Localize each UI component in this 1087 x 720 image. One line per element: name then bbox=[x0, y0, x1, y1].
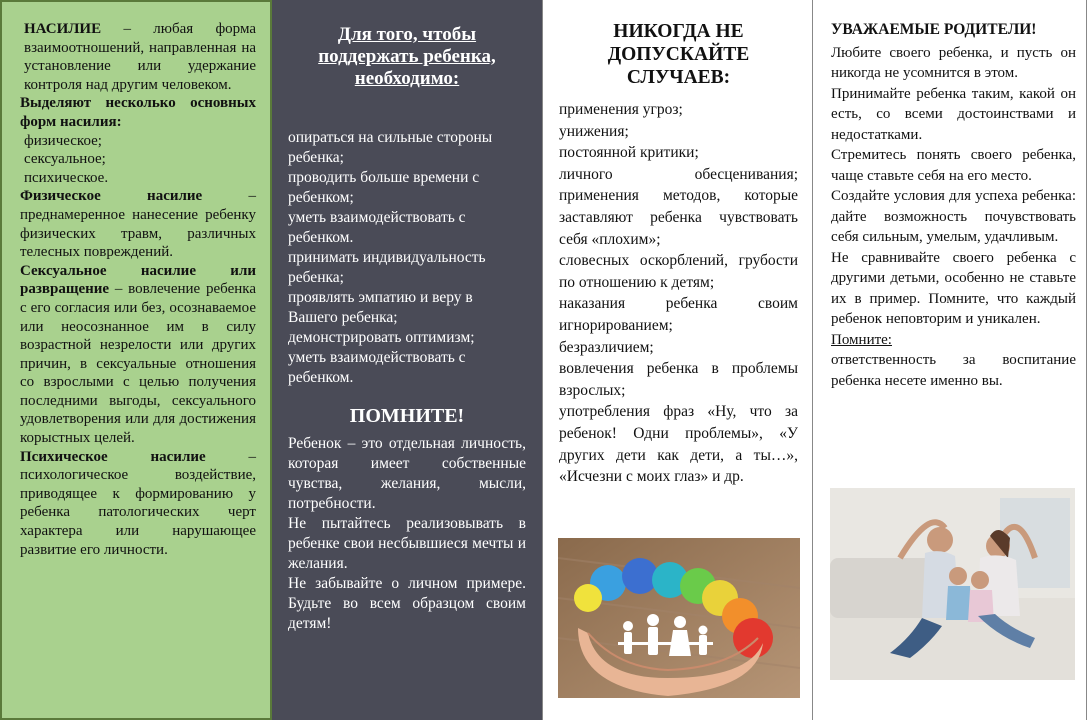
never-item: применения методов, которые заставляют ребенка чувствовать себя «плохим»; bbox=[559, 187, 798, 248]
support-item: демонстрировать оптимизм; bbox=[288, 329, 475, 346]
form-item: сексуальное; bbox=[24, 151, 106, 168]
sexual-violence-block bbox=[20, 262, 256, 448]
never-item: применения угроз; bbox=[559, 101, 683, 118]
sexual-term: Сексуальное насилие или развращение bbox=[20, 262, 256, 298]
remember-text: ответственность за воспитание ребенка несете именно вы. bbox=[831, 352, 1076, 389]
parents-paragraph: Создайте условия для успеха ребенка: дайте возможность почувствовать себя сильным, умелым, удачливым. bbox=[831, 188, 1076, 245]
support-item: проводить больше времени с ребенком; bbox=[288, 169, 480, 206]
support-item: принимать индивидуальность ребенка; bbox=[288, 249, 486, 286]
form-item: физическое; bbox=[24, 132, 102, 149]
support-item: уметь взаимодействовать с ребенком. bbox=[288, 349, 466, 386]
family-image bbox=[830, 488, 1075, 680]
never-item: употребления фраз «Ну, что за ребенок! Одни проблемы», «У других дети как дети, а ты…», «Исчезни с моих глаз» и др. bbox=[559, 403, 798, 486]
never-item: постоянной критики; bbox=[559, 144, 699, 162]
never-item: вовлечения ребенка в проблемы взрослых; bbox=[559, 360, 798, 399]
violence-def-text: – любая форма взаимоотношений, направленная на установление или удержание контроля над другим человеком. bbox=[24, 21, 257, 93]
remember-label: Помните: bbox=[831, 331, 892, 348]
never-item: безразличием; bbox=[559, 338, 654, 356]
support-item: проявлять эмпатию и веру в Вашего ребенка; bbox=[288, 289, 473, 326]
support-item: уметь взаимодействовать с ребенком. bbox=[288, 209, 466, 246]
remember-paragraph: Не пытайтесь реализовывать в ребенке свои несбывшиеся мечты и желания. bbox=[288, 515, 526, 572]
hands-hearts-photo bbox=[558, 538, 800, 698]
never-item: словесных оскорблений, грубости по отношению к детям; bbox=[559, 252, 798, 291]
physical-def: – преднамеренное нанесение ребенку физических травм, различных телесных повреждений. bbox=[20, 188, 257, 261]
never-item: личного обесценивания; bbox=[559, 165, 798, 183]
psych-term: Психическое насилие bbox=[20, 448, 206, 465]
never-item: унижения; bbox=[559, 122, 629, 140]
dear-parents-title: УВАЖАЕМЫЕ РОДИТЕЛИ! bbox=[831, 21, 1037, 38]
remember-paragraph: Ребенок – это отдельная личность, которая имеет собственные чувства, желания, мысли, потребности. bbox=[288, 435, 526, 512]
remember-paragraph: Не забывайте о личном примере. Будьте во всем образцом своим детям! bbox=[288, 575, 526, 632]
hands-hearts-image bbox=[558, 538, 800, 698]
psych-violence-block bbox=[20, 448, 256, 560]
never-item: наказания ребенка своим игнорированием; bbox=[559, 295, 798, 334]
support-item: опираться на сильные стороны ребенка; bbox=[288, 129, 493, 166]
psych-def: – психологическое воздействие, приводящее к формированию у ребенка патологических черт характера или нарушающее развитие его личности. bbox=[20, 448, 256, 558]
violence-term: НАСИЛИЕ bbox=[24, 21, 102, 37]
parents-paragraph: Не сравнивайте своего ребенка с другими детьми, особенно не ставьте их в пример. Помните, что каждый ребенок неповторим и уникален. bbox=[831, 249, 1076, 327]
parents-paragraph: Любите своего ребенка, и пусть он никогда не усомнится в этом. bbox=[831, 44, 1076, 81]
sexual-def: – вовлечение ребенка с его согласия или без, осознаваемое или неосознанное им в силу возрастной незрелости или других причин, в сексуальные отношения со взрослыми с целью получения последними выгоды, сексуального удовлетворения или для достижения корыстных целей. bbox=[20, 281, 257, 447]
family-photo bbox=[830, 488, 1075, 680]
support-column bbox=[272, 0, 542, 720]
physical-term: Физическое насилие bbox=[20, 188, 203, 205]
never-allow-title: НИКОГДА НЕ ДОПУСКАЙТЕ СЛУЧАЕВ: bbox=[607, 21, 750, 88]
physical-violence-block bbox=[20, 187, 256, 261]
parents-paragraph: Принимайте ребенка таким, какой он есть, со всеми достоинствами и недостатками. bbox=[831, 85, 1076, 143]
remember-heading: ПОМНИТЕ! bbox=[349, 405, 465, 427]
violence-definition bbox=[24, 20, 256, 94]
parents-paragraph: Стремитесь понять своего ребенка, чаще ставьте себя на его место. bbox=[831, 147, 1076, 184]
violence-forms-column bbox=[0, 0, 272, 720]
form-item: психическое. bbox=[24, 169, 109, 186]
forms-heading: Выделяют несколько основных форм насилия: bbox=[20, 95, 256, 130]
support-title: Для того, чтобы поддержать ребенка, необходимо: bbox=[318, 24, 496, 89]
